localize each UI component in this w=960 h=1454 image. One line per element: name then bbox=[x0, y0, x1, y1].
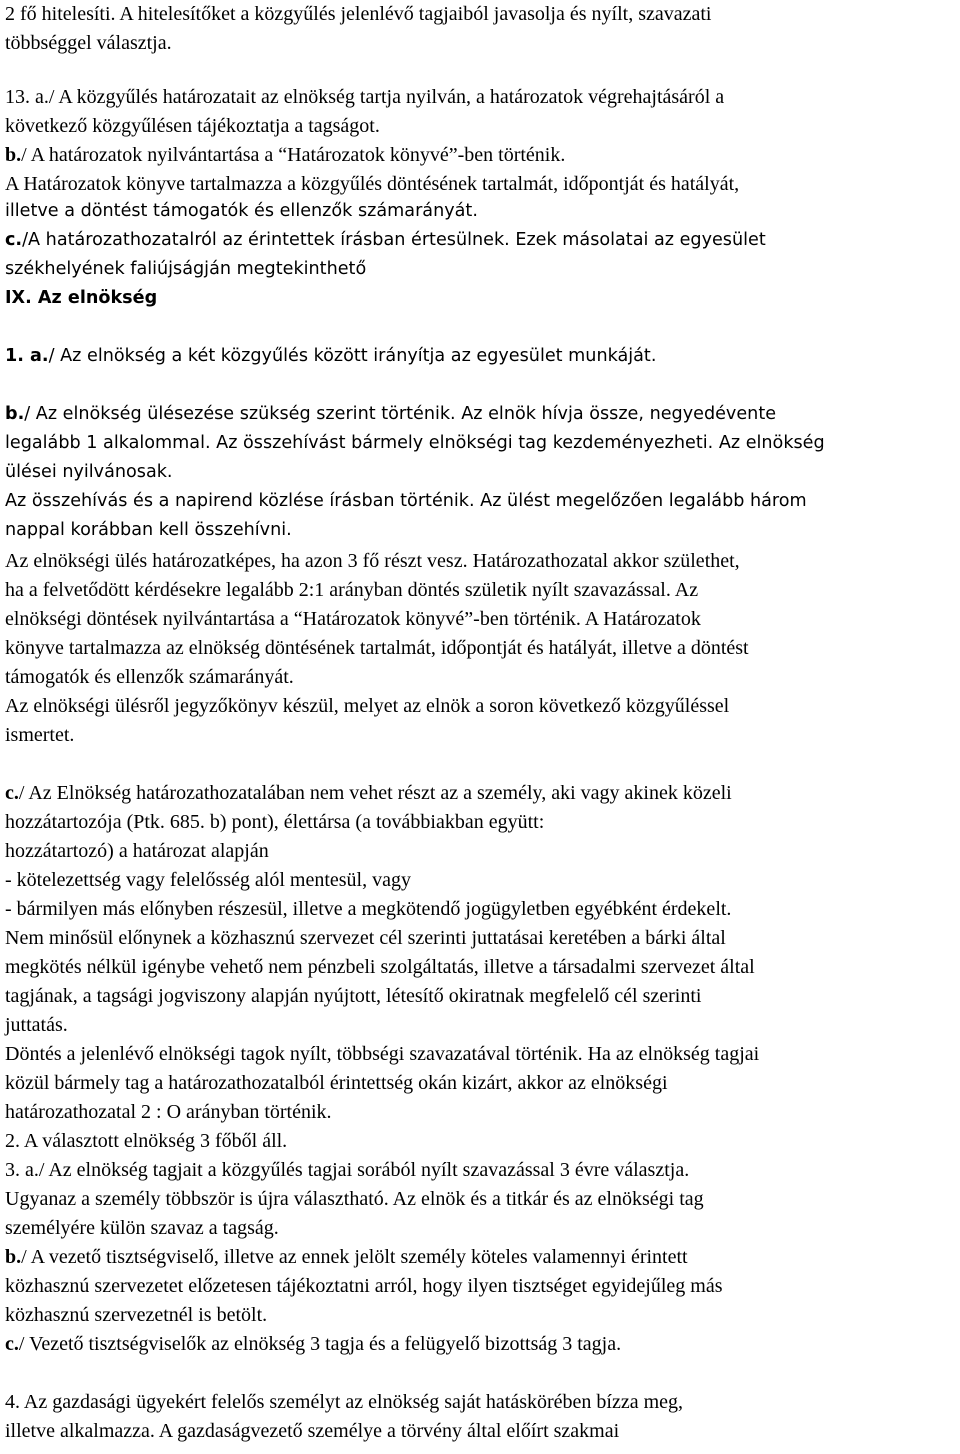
text-line bbox=[5, 290, 157, 308]
text-line bbox=[5, 174, 739, 194]
bold-prefix: b. bbox=[5, 1246, 22, 1268]
line-text: illetve a döntést támogatók és ellenzők számarányát. bbox=[5, 201, 478, 221]
line-text: - bármilyen más előnyben részesül, illetve a megkötendő jogügyletben egyébként érdekelt. bbox=[5, 898, 732, 920]
line-text: határozathozatal 2 : O arányban történik. bbox=[5, 1101, 332, 1123]
line-text: legalább 1 alkalommal. Az összehívást bármely elnökségi tag kezdeményezheti. Az elnökség bbox=[5, 433, 825, 453]
line-text: támogatók és ellenzők számarányát. bbox=[5, 666, 294, 688]
line-text: / Az elnökség ülésezése szükség szerint történik. Az elnök hívja össze, negyedévente bbox=[24, 404, 777, 424]
line-text: ülései nyilvánosak. bbox=[5, 462, 173, 482]
line-text: 3. a./ Az elnökség tagjait a közgyűlés tagjai sorából nyílt szavazással 3 évre választja. bbox=[5, 1159, 690, 1181]
text-line bbox=[5, 696, 729, 716]
line-text: megkötés nélkül igénybe vehető nem pénzbeli szolgáltatás, illetve a társadalmi szervezet által bbox=[5, 956, 755, 978]
line-text: közhasznú szervezetnél is betölt. bbox=[5, 1304, 268, 1326]
line-text: 13. a./ A közgyűlés határozatait az elnökség tartja nyilván, a határozatok végrehajtásáról a bbox=[5, 86, 725, 108]
line-text: Nem minősül előnynek a közhasznú szervezet cél szerinti juttatásai keretében a bárki által bbox=[5, 927, 726, 949]
text-line bbox=[5, 4, 711, 24]
line-text: Ugyanaz a személy többször is újra választható. Az elnök és a titkár és az elnökségi tag bbox=[5, 1188, 704, 1210]
line-text: következő közgyűlésen tájékoztatja a tagságot. bbox=[5, 115, 380, 137]
text-line bbox=[5, 1334, 621, 1354]
text-line bbox=[5, 1044, 759, 1064]
line-text: nappal korábban kell összehívni. bbox=[5, 520, 292, 540]
line-text: A Határozatok könyve tartalmazza a közgyűlés döntésének tartalmát, időpontját és hatályát, bbox=[5, 173, 740, 195]
line-text: könyve tartalmazza az elnökség döntésének tartalmát, időpontját és hatályát, illetve a döntést bbox=[5, 637, 749, 659]
text-line bbox=[5, 638, 749, 658]
text-line bbox=[5, 261, 366, 279]
text-line bbox=[5, 899, 731, 919]
line-text: Az elnökségi ülésről jegyzőkönyv készül, melyet az elnök a soron következő közgyűléssel bbox=[5, 695, 730, 717]
bold-prefix: c. bbox=[5, 230, 23, 250]
line-text: /A határozathozatalról az érintettek írásban értesülnek. Ezek másolatai az egyesület bbox=[22, 230, 766, 250]
text-line bbox=[5, 1102, 332, 1122]
line-text: ismertet. bbox=[5, 724, 75, 746]
line-text: - kötelezettség vagy felelősség alól mentesül, vagy bbox=[5, 869, 411, 891]
line-text: hozzátartozója (Ptk. 685. b) pont), élettársa (a továbbiakban együtt: bbox=[5, 811, 545, 833]
line-text: közül bármely tag a határozathozatalból érintettség okán kizárt, akkor az elnökségi bbox=[5, 1072, 668, 1094]
line-text: / Vezető tisztségviselők az elnökség 3 tagja és a felügyelő bizottság 3 tagja. bbox=[18, 1333, 622, 1355]
bold-prefix: b. bbox=[5, 144, 22, 166]
line-text: / A határozatok nyilvántartása a “Határozatok könyvé”-ben történik. bbox=[21, 144, 566, 166]
text-line bbox=[5, 1073, 668, 1093]
text-line bbox=[5, 1189, 704, 1209]
text-line bbox=[5, 1160, 689, 1180]
line-text: illetve alkalmazza. A gazdaságvezető személye a törvény által előírt szakmai bbox=[5, 1420, 620, 1442]
text-line bbox=[5, 1015, 68, 1035]
line-text: / A vezető tisztségviselő, illetve az ennek jelölt személy köteles valamennyi érintett bbox=[21, 1246, 688, 1268]
line-text: ha a felvetődött kérdésekre legalább 2:1 arányban döntés születik nyílt szavazással. Az bbox=[5, 579, 699, 601]
text-line bbox=[5, 580, 698, 600]
bold-prefix: b. bbox=[5, 404, 25, 424]
line-text: 2 fő hitelesíti. A hitelesítőket a közgyűlés jelenlévő tagjaiból javasolja és nyílt, szavazati bbox=[5, 3, 712, 25]
bold-prefix: 1. a. bbox=[5, 346, 49, 366]
line-text: székhelyének faliújságján megtekinthető bbox=[5, 259, 367, 279]
text-line bbox=[5, 841, 269, 861]
text-line bbox=[5, 406, 776, 424]
text-line bbox=[5, 145, 565, 165]
text-line bbox=[5, 1218, 279, 1238]
text-line bbox=[5, 812, 544, 832]
line-text: többséggel választja. bbox=[5, 32, 172, 54]
text-line bbox=[5, 522, 292, 540]
line-text: Az összehívás és a napirend közlése írásban történik. Az ülést megelőzően legalább három bbox=[5, 491, 807, 511]
text-line bbox=[5, 1276, 723, 1296]
line-text: személyére külön szavaz a tagság. bbox=[5, 1217, 279, 1239]
text-line bbox=[5, 1305, 267, 1325]
text-line bbox=[5, 203, 478, 221]
line-text: Döntés a jelenlévő elnökségi tagok nyílt, többségi szavazatával történik. Ha az elnökség tagjai bbox=[5, 1043, 760, 1065]
line-text: 2. A választott elnökség 3 főből áll. bbox=[5, 1130, 288, 1152]
text-line bbox=[5, 1247, 688, 1267]
line-text: 4. Az gazdasági ügyekért felelős személyt az elnökség saját hatáskörében bízza meg, bbox=[5, 1391, 684, 1413]
text-line bbox=[5, 232, 766, 250]
line-text: közhasznú szervezetet előzetesen tájékoztatni arról, hogy ilyen tisztséget egyidejűleg más bbox=[5, 1275, 723, 1297]
text-line bbox=[5, 609, 701, 629]
line-text: / Az Elnökség határozathozatalában nem vehet részt az a személy, aki vagy akinek közeli bbox=[18, 782, 732, 804]
text-line bbox=[5, 87, 724, 107]
text-line bbox=[5, 348, 656, 366]
line-text: elnökségi döntések nyilvántartása a “Határozatok könyvé”-ben történik. A Határozatok bbox=[5, 608, 701, 630]
bold-prefix: c. bbox=[5, 1333, 19, 1355]
text-line bbox=[5, 551, 740, 571]
text-line bbox=[5, 928, 726, 948]
text-line bbox=[5, 667, 294, 687]
text-line bbox=[5, 464, 173, 482]
text-line bbox=[5, 1131, 287, 1151]
text-line bbox=[5, 1392, 683, 1412]
line-text: hozzátartozó) a határozat alapján bbox=[5, 840, 269, 862]
text-line bbox=[5, 957, 755, 977]
text-line bbox=[5, 116, 380, 136]
text-line bbox=[5, 725, 74, 745]
text-line bbox=[5, 870, 411, 890]
line-text: juttatás. bbox=[5, 1014, 68, 1036]
text-line bbox=[5, 493, 807, 511]
text-line bbox=[5, 435, 825, 453]
text-line bbox=[5, 1421, 619, 1441]
line-text: / Az elnökség a két közgyűlés között irányítja az egyesület munkáját. bbox=[48, 346, 657, 366]
text-line bbox=[5, 986, 701, 1006]
line-text: Az elnökségi ülés határozatképes, ha azon 3 fő részt vesz. Határozathozatal akkor születhet, bbox=[5, 550, 740, 572]
text-line bbox=[5, 783, 732, 803]
line-text: tagjának, a tagsági jogviszony alapján nyújtott, létesítő okiratnak megfelelő cél szerinti bbox=[5, 985, 702, 1007]
bold-prefix: c. bbox=[5, 782, 19, 804]
bold-prefix: IX. Az elnökség bbox=[5, 288, 158, 308]
text-line bbox=[5, 33, 172, 53]
